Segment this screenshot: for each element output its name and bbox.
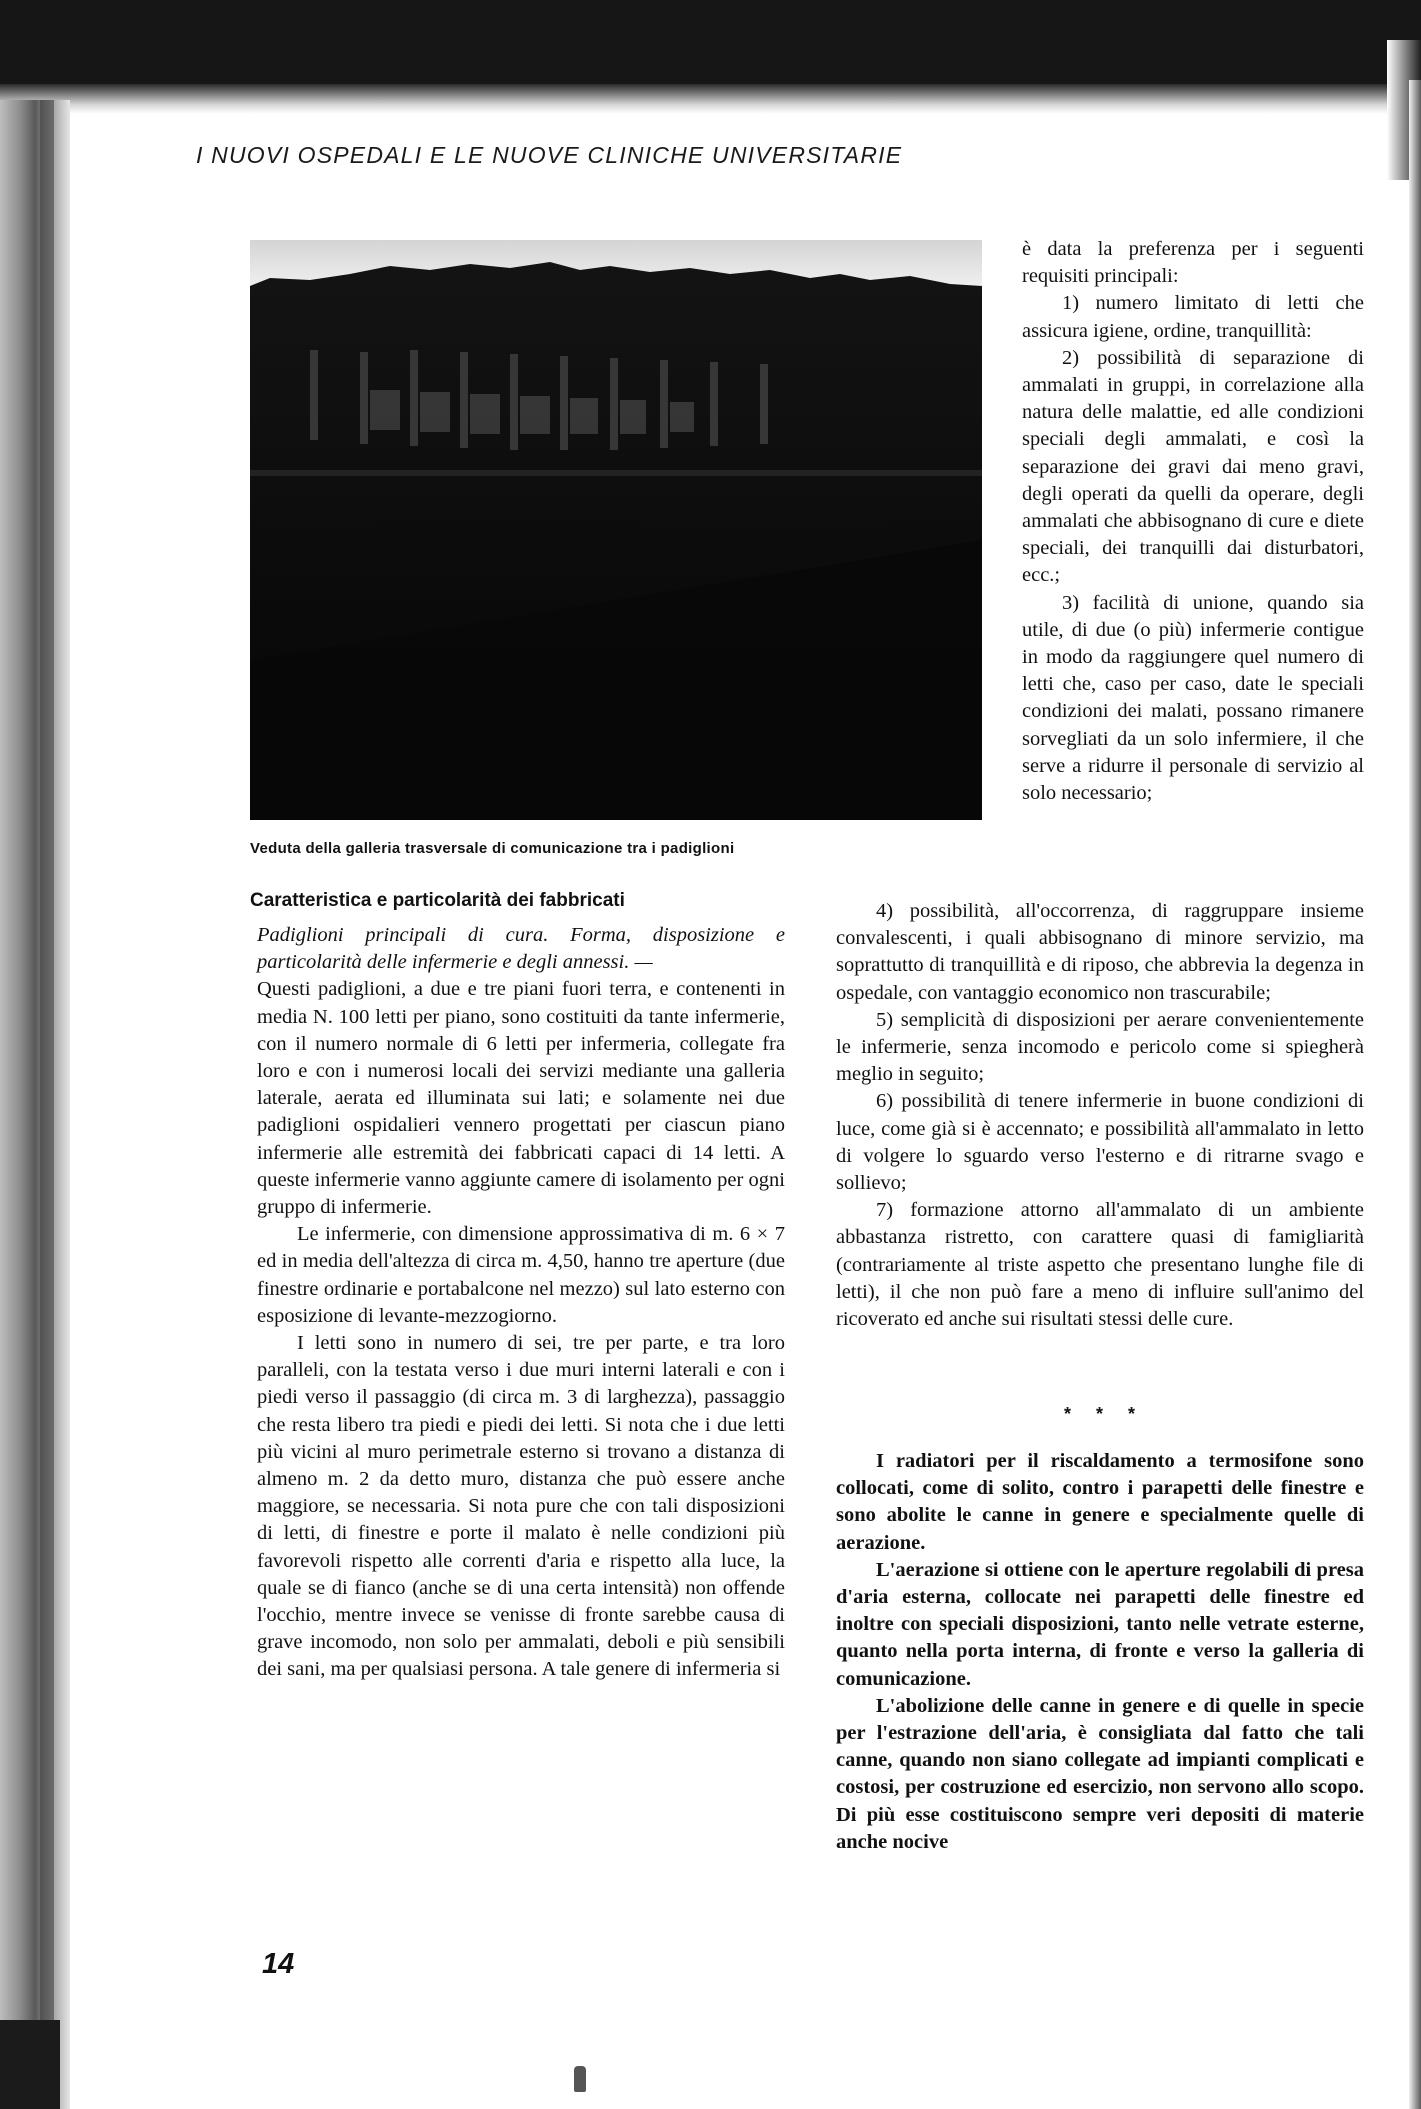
photo-caption: Veduta della galleria trasversale di comunicazione tra i padiglioni	[250, 840, 735, 857]
section-title: Caratteristica e particolarità dei fabbricati	[250, 890, 625, 911]
requirement-item: 5) semplicità di disposizioni per aerare convenientemente le infermerie, senza incomodo e pericolo come si spiegherà meglio in seguito;	[836, 1008, 1364, 1086]
scan-binding-gutter	[0, 100, 70, 2109]
requirement-item: 4) possibilità, all'occorrenza, di raggruppare insieme convalescenti, i quali abbisognano di minore servizio, ma soprattutto di tranquillità e di riposo, che abbrevia la degenza in ospedale, con vantaggio economico non trascurabile;	[836, 900, 1364, 1004]
page-number: 14	[262, 1948, 295, 1980]
lead-paragraph	[257, 922, 785, 1221]
requirement-item: 7) formazione attorno all'ammalato di un ambiente abbastanza ristretto, con carattere quasi di famigliarità (contrariamente al triste aspetto che presentano lunghe file di letti), il che non può fare a meno di influire sull'animo del ricoverato ed anche sui risultati stessi delle cure.	[836, 1199, 1364, 1331]
scan-binding-shadow	[40, 100, 54, 2109]
section-separator: * * *	[1064, 1404, 1146, 1424]
lead-text: Questi padiglioni, a due e tre piani fuori terra, e contenenti in media N. 100 letti per piano, sono costituiti da tante infermerie, con il numero normale di 6 letti per infermeria, collegate fra loro e con i numerosi locali dei servizi mediante una galleria laterale, aerata ed illuminata sui lati; e solamente nei due padiglioni ospidalieri vennero progettati per ciascun piano infermerie alle estremità dei fabbricati capaci di 14 letti. A queste infermerie vanno aggiunte camere di isolamento per ogni gruppo di infermerie.	[257, 978, 785, 1219]
body-paragraph: L'aerazione si ottiene con le aperture regolabili di presa d'aria esterna, collocate nei parapetti delle finestre ed inoltre con speciali disposizioni, tanto nelle vetrate esterne, quanto nella porta interna, di fronte e verso la galleria di comunicazione.	[836, 1558, 1364, 1690]
right-column-lower	[836, 1448, 1364, 1856]
photo-floor-line	[250, 470, 982, 476]
scan-bottom-corner	[0, 2020, 60, 2109]
scan-top-fade	[0, 84, 1421, 114]
requirement-item: 2) possibilità di separazione di ammalati in gruppi, in correlazione alla natura delle malattie, ed alle condizioni speciali degli ammalati, e così la separazione dei gravi dai meno gravi, degli operati da quelli da operare, degli ammalati che abbisognano di cure e diete speciali, dei tranquilli dai disturbatori, ecc.;	[1022, 346, 1364, 587]
corridor-photo-image	[250, 240, 982, 820]
scan-right-edge	[1409, 80, 1421, 2109]
body-paragraph: I radiatori per il riscaldamento a termosifone sono collocati, come di solito, contro i parapetti delle finestre e sono abolite le canne in genere e specialmente quelle di aerazione.	[836, 1450, 1364, 1554]
right-column	[836, 898, 1364, 1333]
right-column-top	[1022, 236, 1364, 807]
body-paragraph: I letti sono in numero di sei, tre per parte, e tra loro paralleli, con la testata verso i due muri interni laterali e con i piedi verso il passaggio (di circa m. 3 di larghezza), passaggio che resta libero tra piedi e piedi dei letti. Si nota che i due letti più vicini al muro perimetrale esterno si trovano a distanza di almeno m. 2 da detto muro, distanza che può essere anche maggiore, se necessaria. Si nota pure che con tali disposizioni di letti, di finestre e porte il malato è nelle condizioni più favorevoli rispetto alle correnti d'aria e rispetto alla luce, la quale se di fianco (anche se di una certa intensità) non offende l'occhio, mentre invece se venisse di fronte sarebbe causa di grave incomodo, non solo per ammalati, deboli e più sensibili dei sani, ma per qualsiasi persona. A tale genere di infermeria si	[257, 1332, 785, 1681]
requirements-intro: è data la preferenza per i seguenti requisiti principali:	[1022, 238, 1364, 288]
requirement-item: 1) numero limitato di letti che assicura igiene, ordine, tranquillità:	[1022, 292, 1364, 342]
body-paragraph: Le infermerie, con dimensione approssimativa di m. 6 × 7 ed in media dell'altezza di circa m. 4,50, hanno tre aperture (due finestre ordinarie e portabalcone nel mezzo) sul lato esterno con esposizione di levante-mezzogiorno.	[257, 1223, 785, 1327]
running-head: I NUOVI OSPEDALI E LE NUOVE CLINICHE UNIVERSITARIE	[196, 142, 903, 168]
left-column	[257, 922, 785, 1684]
corridor-photograph	[250, 240, 982, 820]
body-paragraph: L'abolizione delle canne in genere e di quelle in specie per l'estrazione dell'aria, è consigliata dal fatto che tali canne, quando non siano collegate ad impianti complicati e costosi, per costruzione ed esercizio, non servono allo scopo. Di più esse costituiscono sempre veri depositi di materie anche nocive	[836, 1694, 1364, 1853]
scan-smudge	[574, 2066, 586, 2092]
lead-italic: Padiglioni principali di cura. Forma, disposizione e particolarità delle infermerie e degli annessi. —	[257, 924, 785, 974]
requirement-item: 3) facilità di unione, quando sia utile, di due (o più) infermerie contigue in modo da raggiungere quel numero di letti che, caso per caso, date le speciali condizioni dei malati, possano rimanere sorvegliati da un solo infermiere, il che serve a ridurre il personale di servizio al solo necessario;	[1022, 591, 1364, 805]
requirement-item: 6) possibilità di tenere infermerie in buone condizioni di luce, come già si è accennato; e possibilità all'ammalato in letto di volgere lo sguardo verso l'esterno e di ritrarne svago e sollievo;	[836, 1090, 1364, 1195]
